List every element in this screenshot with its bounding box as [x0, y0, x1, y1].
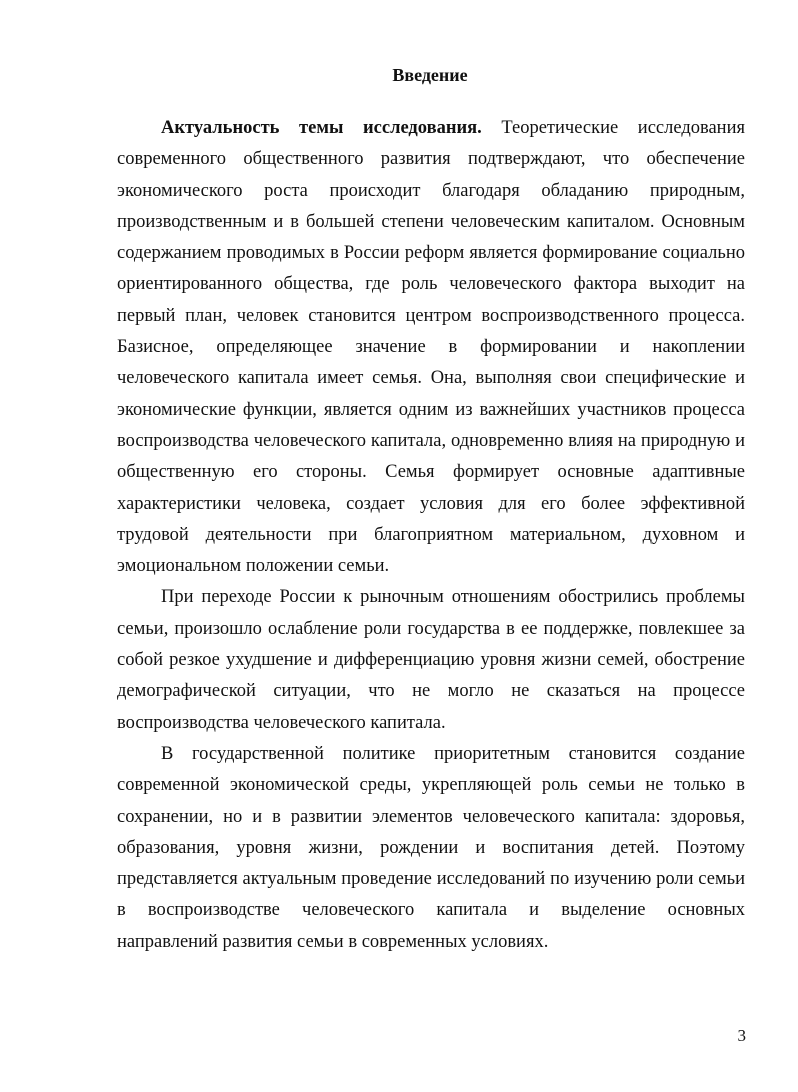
- paragraph-market-transition: При переходе России к рыночным отношениям обострились проблемы семьи, произошло ослабление роли государства в ее поддержке, повлекшее за собой резкое ухудшение и дифференциацию уровня жизни семей, обострение демографической ситуации, что не могло не сказаться на процессе воспроизводства человеческого капитала.: [117, 587, 745, 733]
- paragraph-relevance: [117, 113, 745, 582]
- paragraph-text: Теоретические исследования современного общественного развития подтверждают, что обеспечение экономического роста происходит благодаря обладанию природным, производственным и в большей степени человеческим капиталом. Основным содержанием проводимых в России реформ является формирование социально ориентированного общества, где роль человеческого фактора выходит на первый план, человек становится центром воспроизводственного процесса. Базисное, определяющее значение в формировании и накоплении человеческого капитала имеет семья. Она, выполняя свои специфические и экономические функции, является одним из важнейших участников процесса воспроизводства человеческого капитала, одновременно влияя на природную и общественную его стороны. Семья формирует основные адаптивные характеристики человека, создает условия для его более эффективной трудовой деятельности при благоприятном материальном, духовном и эмоциональном положении семьи.: [117, 118, 745, 577]
- body-text: [117, 113, 745, 958]
- section-title: Введение: [392, 65, 468, 85]
- page-number: 3: [737, 1026, 746, 1045]
- paragraph-state-policy: В государственной политике приоритетным становится создание современной экономической среды, укрепляющей роль семьи не только в сохранении, но и в развитии элементов человеческого капитала: здоровья, образования, уровня жизни, рождении и воспитания детей. Поэтому представляется актуальным проведение исследований по изучению роли семьи в воспроизводстве человеческого капитала и выделение основных направлений развития семьи в современных условиях.: [117, 743, 745, 952]
- paragraph-lead: Актуальность темы исследования.: [161, 118, 482, 138]
